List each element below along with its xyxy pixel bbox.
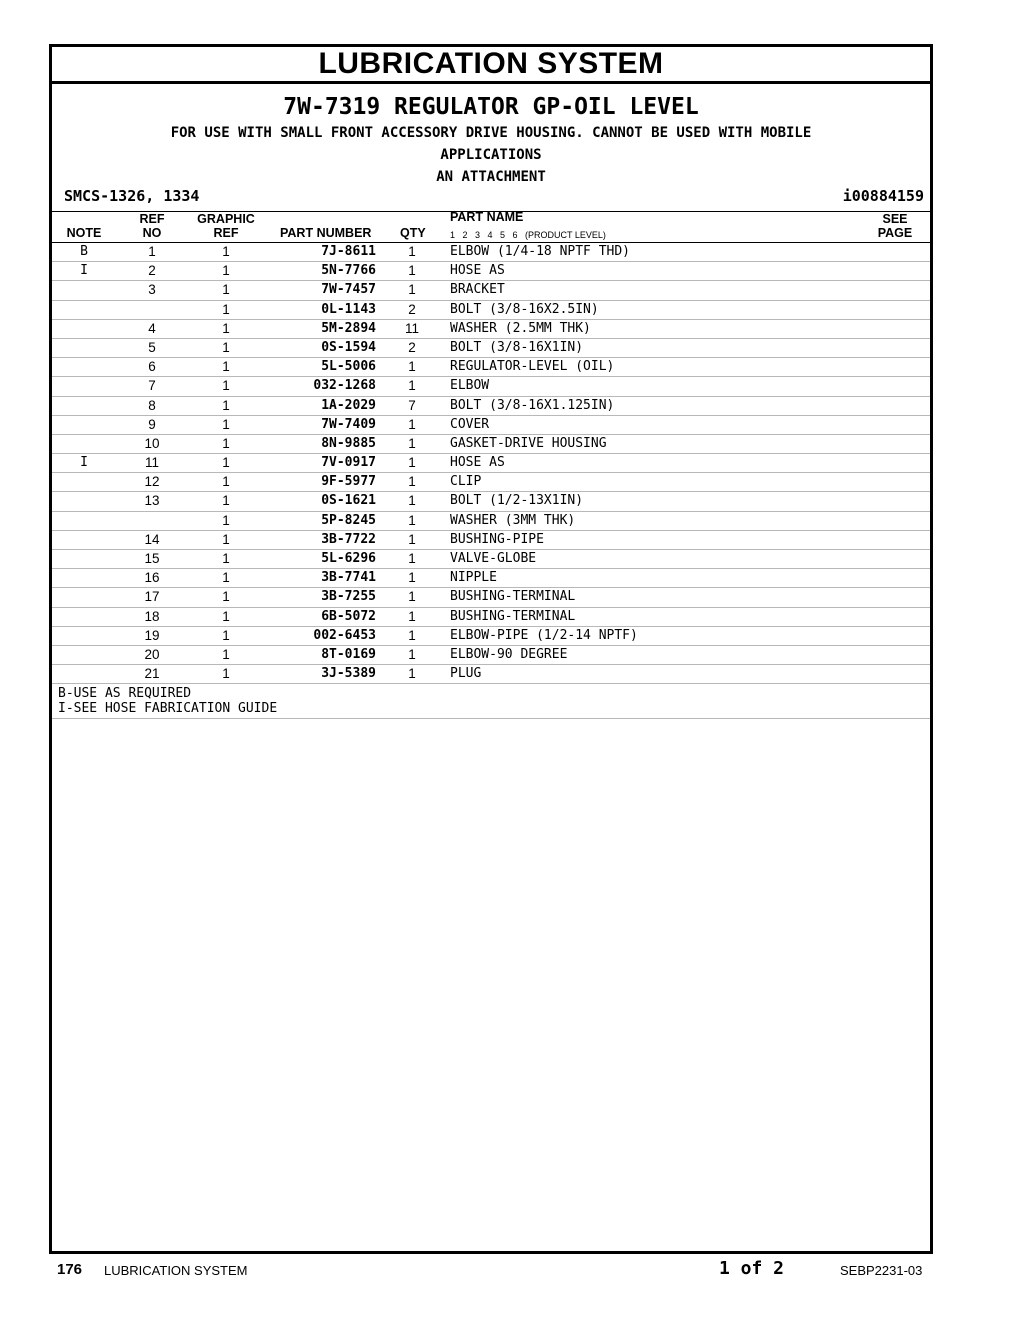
table-row: [52, 301, 930, 320]
parts-table-body: [52, 243, 930, 684]
ref-no-cell: 16: [144, 570, 160, 586]
part-number-cell: 3J-5389: [321, 666, 376, 682]
qty-cell: 1: [408, 646, 416, 662]
table-row: [52, 454, 930, 473]
part-name-cell: VALVE-GLOBE: [450, 551, 537, 566]
col-part-number: PART NUMBER: [280, 226, 372, 240]
part-name-cell: ELBOW-PIPE (1/2-14 NPTF): [450, 627, 638, 643]
ref-no-cell: 17: [144, 589, 160, 605]
qty-cell: 1: [408, 666, 416, 682]
table-row: [52, 473, 930, 492]
part-number-cell: 9F-5977: [321, 474, 376, 490]
part-number-cell: 7W-7409: [321, 416, 376, 432]
part-number-cell: 5L-6296: [321, 551, 376, 566]
part-name-cell: GASKET-DRIVE HOUSING: [450, 435, 607, 451]
part-number-cell: 8N-9885: [321, 435, 376, 451]
part-name-cell: NIPPLE: [450, 570, 497, 586]
part-number-cell: 032-1268: [313, 378, 376, 394]
table-row: [52, 377, 930, 396]
ref-no-cell: 8: [148, 397, 156, 413]
graphic-ref-cell: 1: [222, 397, 230, 413]
qty-cell: 1: [408, 589, 416, 605]
footnotes: [52, 684, 930, 719]
qty-cell: 1: [408, 435, 416, 451]
table-row: [52, 550, 930, 569]
part-name-cell: PLUG: [450, 666, 482, 682]
table-row: [52, 646, 930, 665]
graphic-ref-cell: 1: [222, 455, 230, 471]
qty-cell: 1: [408, 282, 416, 298]
qty-cell: 1: [408, 493, 416, 509]
ref-no-cell: 3: [148, 282, 156, 298]
ref-no-cell: 4: [148, 320, 156, 336]
part-name-cell: HOSE AS: [450, 263, 505, 279]
table-row: [52, 262, 930, 281]
table-row: [52, 627, 930, 646]
part-number-cell: 1A-2029: [321, 397, 376, 413]
graphic-ref-cell: 1: [222, 589, 230, 605]
table-row: [52, 416, 930, 435]
note-cell: I: [80, 263, 88, 279]
part-name-cell: BRACKET: [450, 282, 505, 298]
col-see-bottom: PAGE: [877, 226, 913, 240]
table-row: [52, 531, 930, 550]
qty-cell: 1: [408, 359, 416, 375]
graphic-ref-cell: 1: [222, 301, 230, 317]
part-number-cell: 5P-8245: [321, 512, 376, 528]
qty-cell: 1: [408, 512, 416, 528]
graphic-ref-cell: 1: [222, 378, 230, 394]
illustration-id: i00884159: [842, 187, 924, 205]
qty-cell: 2: [408, 339, 416, 355]
qty-cell: 11: [404, 320, 419, 336]
col-qty: QTY: [400, 226, 426, 240]
part-number-cell: 5N-7766: [321, 263, 376, 279]
page-footer: [0, 1258, 1020, 1282]
part-name-cell: BOLT (3/8-16X2.5IN): [450, 301, 599, 317]
footnote-i: I-SEE HOSE FABRICATION GUIDE: [58, 701, 278, 717]
graphic-ref-cell: 1: [222, 320, 230, 336]
col-note: NOTE: [66, 226, 102, 240]
ref-no-cell: 5: [148, 339, 156, 355]
table-row: [52, 281, 930, 300]
ref-no-cell: 15: [144, 551, 160, 566]
part-name-cell: BOLT (1/2-13X1IN): [450, 493, 584, 509]
part-description-line-3: AN ATTACHMENT: [436, 169, 546, 185]
part-number-cell: 002-6453: [313, 627, 376, 643]
table-row: [52, 339, 930, 358]
part-name-cell: HOSE AS: [450, 455, 505, 471]
part-title: 7W-7319 REGULATOR GP-OIL LEVEL: [283, 94, 699, 120]
table-row: [52, 608, 930, 627]
ref-no-cell: 2: [148, 263, 156, 279]
part-name-cell: COVER: [450, 416, 490, 432]
part-number-cell: 3B-7722: [321, 531, 376, 547]
smcs-code: SMCS-1326, 1334: [64, 187, 200, 205]
part-number-cell: 8T-0169: [321, 646, 376, 662]
qty-cell: 1: [408, 455, 416, 471]
ref-no-cell: 1: [148, 244, 156, 259]
col-ref-top: REF: [139, 212, 165, 226]
graphic-ref-cell: 1: [222, 531, 230, 547]
table-row: [52, 397, 930, 416]
qty-cell: 1: [408, 531, 416, 547]
qty-cell: 1: [408, 551, 416, 566]
table-row: [52, 665, 930, 684]
graphic-ref-cell: 1: [222, 608, 230, 624]
table-header: [52, 212, 930, 243]
qty-cell: 1: [408, 474, 416, 490]
ref-no-cell: 9: [148, 416, 156, 432]
part-name-cell: BUSHING-TERMINAL: [450, 608, 576, 624]
graphic-ref-cell: 1: [222, 339, 230, 355]
table-row: [52, 243, 930, 262]
doc-id: SEBP2231-03: [840, 1263, 923, 1278]
col-graphic-bottom: REF: [213, 226, 239, 240]
col-ref-bottom: NO: [142, 226, 162, 240]
ref-no-cell: 19: [144, 627, 160, 643]
note-cell: B: [80, 244, 88, 259]
part-name-cell: CLIP: [450, 474, 482, 490]
page-frame: [49, 44, 933, 1254]
part-name-cell: WASHER (3MM THK): [450, 512, 576, 528]
table-row: [52, 435, 930, 454]
note-cell: I: [80, 455, 88, 471]
page-number: 176: [57, 1261, 83, 1278]
graphic-ref-cell: 1: [222, 512, 230, 528]
ref-no-cell: 21: [144, 666, 160, 682]
section-title: LUBRICATION SYSTEM: [52, 47, 930, 84]
col-graphic-top: GRAPHIC: [197, 212, 255, 226]
ref-no-cell: 14: [144, 531, 160, 547]
graphic-ref-cell: 1: [222, 244, 230, 259]
part-description-line-2: APPLICATIONS: [440, 147, 542, 163]
ref-no-cell: 10: [144, 435, 160, 451]
graphic-ref-cell: 1: [222, 474, 230, 490]
graphic-ref-cell: 1: [222, 646, 230, 662]
footer-section: LUBRICATION SYSTEM: [104, 1263, 248, 1278]
qty-cell: 1: [408, 263, 416, 279]
graphic-ref-cell: 1: [222, 359, 230, 375]
table-row: [52, 512, 930, 531]
ref-no-cell: 12: [144, 474, 160, 490]
ref-no-cell: 11: [144, 455, 159, 471]
ref-no-cell: 18: [144, 608, 160, 624]
part-name-cell: BOLT (3/8-16X1.125IN): [450, 397, 615, 413]
ref-no-cell: 6: [148, 359, 156, 375]
graphic-ref-cell: 1: [222, 416, 230, 432]
table-row: [52, 320, 930, 339]
graphic-ref-cell: 1: [222, 263, 230, 279]
part-number-cell: 7J-8611: [321, 244, 376, 259]
part-name-cell: WASHER (2.5MM THK): [450, 320, 591, 336]
qty-cell: 1: [408, 627, 416, 643]
table-row: [52, 492, 930, 511]
col-part-name: PART NAME: [450, 210, 524, 224]
part-description-line-1: FOR USE WITH SMALL FRONT ACCESSORY DRIVE HOUSING. CANNOT BE USED WITH MOBILE: [170, 125, 812, 141]
graphic-ref-cell: 1: [222, 435, 230, 451]
part-name-cell: BUSHING-TERMINAL: [450, 589, 576, 605]
col-see-top: SEE: [882, 212, 908, 226]
part-header: [52, 84, 930, 212]
part-number-cell: 5L-5006: [321, 359, 376, 375]
qty-cell: 7: [408, 397, 416, 413]
part-name-cell: ELBOW-90 DEGREE: [450, 646, 568, 662]
part-number-cell: 7W-7457: [321, 282, 376, 298]
table-row: [52, 588, 930, 607]
qty-cell: 2: [408, 301, 416, 317]
part-number-cell: 7V-0917: [321, 455, 376, 471]
graphic-ref-cell: 1: [222, 282, 230, 298]
table-row: [52, 358, 930, 377]
ref-no-cell: 7: [148, 378, 156, 394]
part-name-cell: BUSHING-PIPE: [450, 531, 544, 547]
part-number-cell: 0L-1143: [321, 301, 376, 317]
part-number-cell: 3B-7741: [321, 570, 376, 586]
ref-no-cell: 20: [144, 646, 160, 662]
table-row: [52, 569, 930, 588]
part-name-cell: ELBOW (1/4-18 NPTF THD): [450, 244, 631, 259]
qty-cell: 1: [408, 570, 416, 586]
ref-no-cell: 13: [144, 493, 160, 509]
qty-cell: 1: [408, 416, 416, 432]
part-number-cell: 0S-1594: [321, 339, 376, 355]
part-number-cell: 6B-5072: [321, 608, 376, 624]
part-number-cell: 0S-1621: [321, 493, 376, 509]
qty-cell: 1: [408, 378, 416, 394]
graphic-ref-cell: 1: [222, 666, 230, 682]
graphic-ref-cell: 1: [222, 551, 230, 566]
graphic-ref-cell: 1: [222, 570, 230, 586]
footnote-b: B-USE AS REQUIRED: [58, 686, 192, 702]
graphic-ref-cell: 1: [222, 493, 230, 509]
col-product-level: 1 2 3 4 5 6 (PRODUCT LEVEL): [450, 230, 606, 240]
part-name-cell: REGULATOR-LEVEL (OIL): [450, 359, 615, 375]
qty-cell: 1: [408, 244, 416, 259]
sheet-indicator: 1 of 2: [719, 1258, 785, 1279]
part-number-cell: 3B-7255: [321, 589, 376, 605]
part-number-cell: 5M-2894: [321, 320, 376, 336]
qty-cell: 1: [408, 608, 416, 624]
part-name-cell: ELBOW: [450, 378, 490, 394]
graphic-ref-cell: 1: [222, 627, 230, 643]
part-name-cell: BOLT (3/8-16X1IN): [450, 339, 584, 355]
